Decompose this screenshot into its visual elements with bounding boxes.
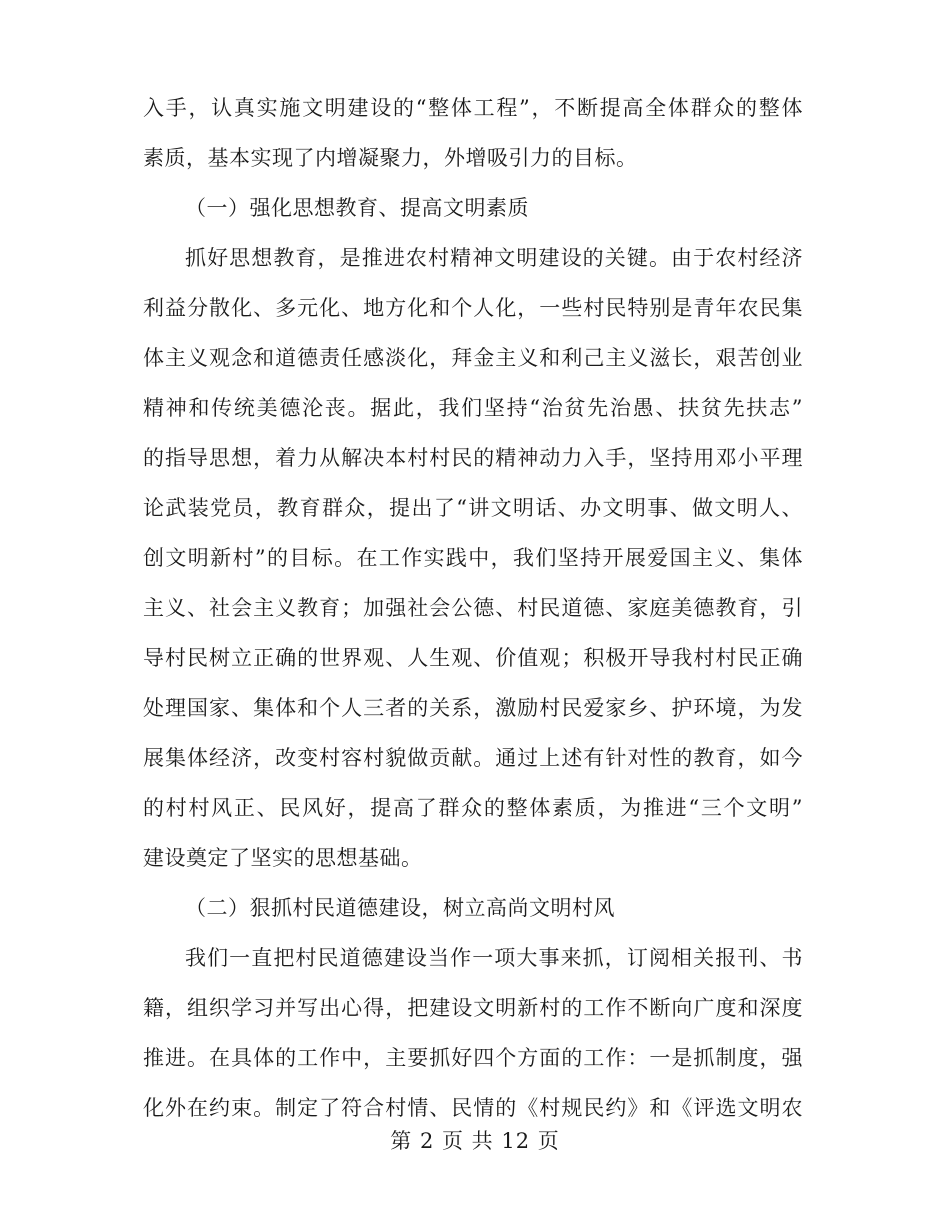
text-line: 的村村风正、民风好，提高了群众的整体素质，为推进“三个文明”	[143, 796, 803, 820]
text-line: 抓好思想教育，是推进农村精神文明建设的关键。由于农村经济	[185, 246, 803, 270]
text-line: 处理国家、集体和个人三者的关系，激励村民爱家乡、护环境，为发	[143, 696, 803, 720]
text-line: 的指导思想，着力从解决本村村民的精神动力入手，坚持用邓小平理	[143, 446, 803, 470]
text-line: 体主义观念和道德责任感淡化，拜金主义和利己主义滋长，艰苦创业	[143, 346, 803, 370]
text-line: 素质，基本实现了内增凝聚力，外增吸引力的目标。	[143, 146, 638, 170]
text-line: 籍，组织学习并写出心得，把建设文明新村的工作不断向广度和深度	[143, 996, 803, 1020]
text-line: 论武装党员，教育群众，提出了“讲文明话、办文明事、做文明人、	[143, 496, 803, 520]
section-heading: （二）狠抓村民道德建设，树立高尚文明村风	[185, 896, 615, 920]
text-line: 展集体经济，改变村容村貌做贡献。通过上述有针对性的教育，如今	[143, 746, 803, 770]
text-line: 导村民树立正确的世界观、人生观、价值观；积极开导我村村民正确	[143, 646, 803, 670]
text-line: 创文明新村”的目标。在工作实践中，我们坚持开展爱国主义、集体	[143, 546, 803, 570]
text-line: 化外在约束。制定了符合村情、民情的《村规民约》和《评选文明农	[143, 1096, 803, 1120]
text-line: 推进。在具体的工作中，主要抓好四个方面的工作：一是抓制度，强	[143, 1046, 803, 1070]
text-line: 精神和传统美德沦丧。据此，我们坚持“治贫先治愚、扶贫先扶志”	[143, 396, 803, 420]
section-heading: （一）强化思想教育、提高文明素质	[185, 196, 529, 220]
text-line: 主义、社会主义教育；加强社会公德、村民道德、家庭美德教育，引	[143, 596, 803, 620]
body-text	[143, 83, 803, 1133]
text-line: 入手，认真实施文明建设的“整体工程”，不断提高全体群众的整体	[143, 96, 803, 120]
text-line: 建设奠定了坚实的思想基础。	[143, 846, 423, 870]
text-line: 利益分散化、多元化、地方化和个人化，一些村民特别是青年农民集	[143, 296, 803, 320]
page-number: 第 2 页 共 12 页	[390, 1129, 560, 1153]
text-line: 我们一直把村民道德建设当作一项大事来抓，订阅相关报刊、书	[185, 946, 803, 970]
